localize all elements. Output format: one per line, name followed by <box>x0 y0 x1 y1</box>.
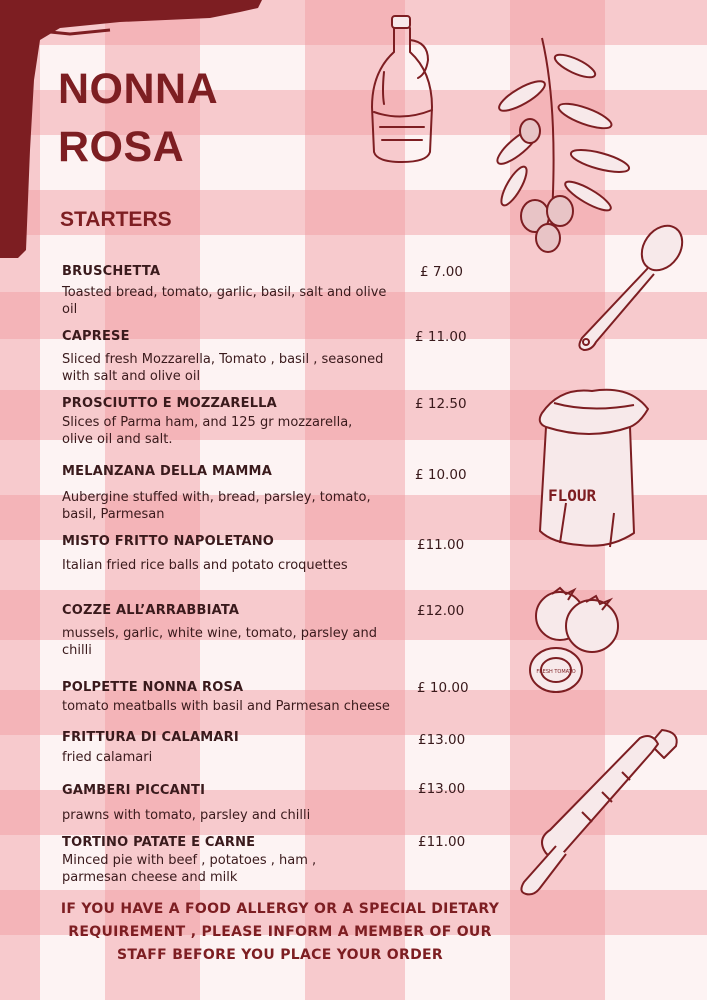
menu-item <box>62 396 402 448</box>
restaurant-name <box>58 60 218 176</box>
item-price: £13.00 <box>418 732 466 748</box>
flour-bag-label: FLOUR <box>548 486 597 505</box>
allergy-notice-line3: STAFF BEFORE YOU PLACE YOUR ORDER <box>117 947 443 963</box>
item-name: GAMBERI PICCANTI <box>62 783 206 798</box>
item-price: £ 10.00 <box>417 680 469 696</box>
rolling-pin-icon <box>512 722 687 902</box>
menu-item <box>62 730 402 766</box>
flour-bag-icon <box>530 383 655 553</box>
allergy-notice-line2: REQUIREMENT , PLEASE INFORM A MEMBER OF OUR <box>68 924 492 940</box>
menu-item <box>62 603 402 659</box>
item-price: £ 10.00 <box>415 467 467 483</box>
item-description: tomato meatballs with basil and Parmesan cheese <box>62 699 390 714</box>
item-description: prawns with tomato, parsley and chilli <box>62 808 311 823</box>
item-name: FRITTURA DI CALAMARI <box>62 730 239 745</box>
item-description: Toasted bread, tomato, garlic, basil, salt and olive oil <box>62 285 387 317</box>
allergy-notice-line1: IF YOU HAVE A FOOD ALLERGY OR A SPECIAL DIETARY <box>60 901 500 917</box>
item-description: Slices of Parma ham, and 125 gr mozzarella, olive oil and salt. <box>62 415 353 447</box>
allergy-notice <box>30 898 530 967</box>
restaurant-name-line2: ROSA <box>58 123 185 171</box>
tomatoes-icon <box>526 582 626 697</box>
item-name: COZZE ALL’ARRABBIATA <box>62 603 240 618</box>
item-price: £13.00 <box>418 781 466 797</box>
olive-oil-bottle-icon <box>362 12 442 167</box>
restaurant-name-line1: NONNA <box>58 65 219 113</box>
tomato-label: FRESH TOMATO <box>536 669 576 675</box>
item-description: Minced pie with beef , potatoes , ham , parmesan cheese and milk <box>62 853 317 885</box>
item-name: PROSCIUTTO E MOZZARELLA <box>62 396 277 411</box>
item-price: £11.00 <box>418 834 466 850</box>
menu-item <box>62 783 402 824</box>
item-price: £ 11.00 <box>415 329 467 345</box>
item-price: £12.00 <box>417 603 465 619</box>
section-title: STARTERS <box>60 208 172 231</box>
menu-item <box>62 264 402 318</box>
wooden-spoon-icon <box>570 220 690 355</box>
item-name: CAPRESE <box>62 329 130 344</box>
item-description: mussels, garlic, white wine, tomato, parsley and chilli <box>62 626 377 658</box>
item-name: MELANZANA DELLA MAMMA <box>62 464 272 479</box>
item-price: £ 12.50 <box>415 396 467 412</box>
item-name: TORTINO PATATE E CARNE <box>62 835 256 850</box>
menu-item <box>62 680 402 715</box>
item-price: £11.00 <box>417 537 465 553</box>
item-price: £ 7.00 <box>420 264 463 280</box>
item-name: POLPETTE NONNA ROSA <box>62 680 244 695</box>
item-description: Sliced fresh Mozzarella, Tomato , basil , seasoned with salt and olive oil <box>62 352 384 384</box>
menu-item <box>62 534 402 574</box>
menu-item <box>62 835 402 886</box>
menu-item <box>62 464 402 523</box>
item-description: Aubergine stuffed with, bread, parsley, tomato, basil, Parmesan <box>62 490 371 522</box>
item-name: MISTO FRITTO NAPOLETANO <box>62 534 275 549</box>
menu-item <box>62 329 402 385</box>
item-description: fried calamari <box>62 750 153 765</box>
item-name: BRUSCHETTA <box>62 264 161 279</box>
item-description: Italian fried rice balls and potato croquettes <box>62 558 348 573</box>
